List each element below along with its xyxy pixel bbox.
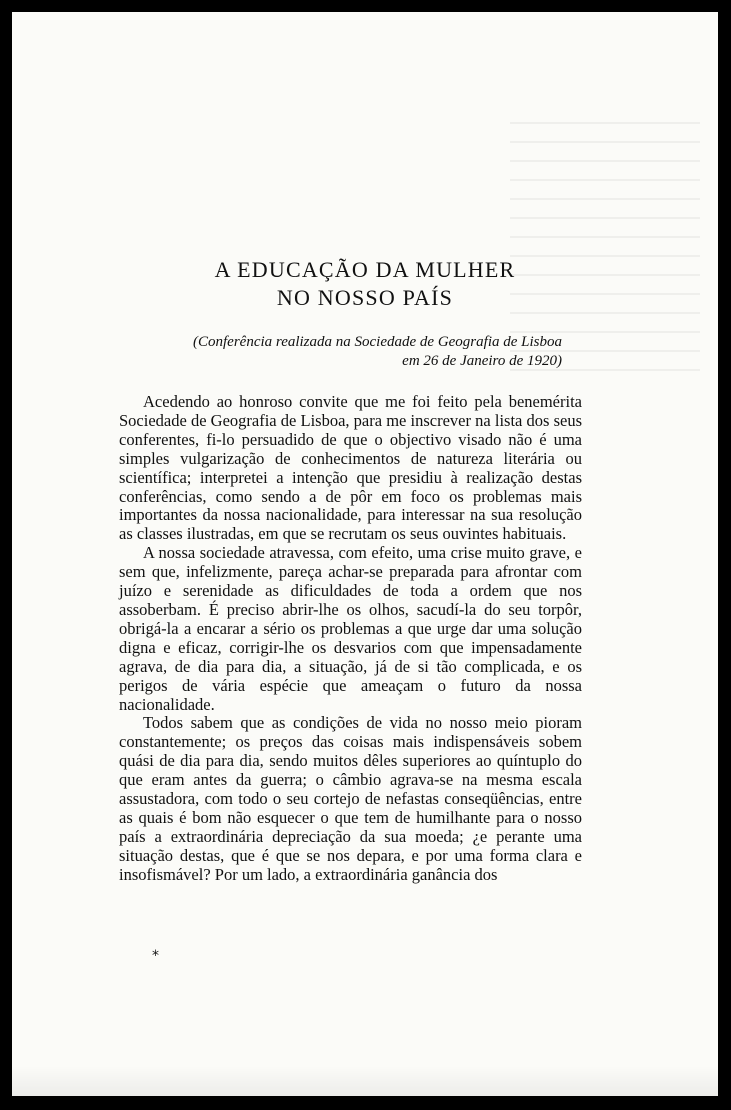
page-shadow bbox=[12, 1066, 718, 1096]
title-line-2: NO NOSSO PAÍS bbox=[276, 285, 454, 310]
footnote-mark: * bbox=[152, 948, 159, 964]
subtitle-line-2: em 26 de Janeiro de 1920) bbox=[402, 353, 562, 369]
paragraph-1: Acedendo ao honroso convite que me foi feito pela benemérita Sociedade de Geografia de Lisboa, para me inscrever na lista dos seus conferentes, fi-lo persuadido de que o objectivo visado não é uma simples vulgarização de conhecimentos de natureza literária ou scientífica; interpretei a intenção que presidiu à realização destas conferências, como sendo a de pôr em foco os problemas mais importantes da nossa nacionalidade, para interessar na sua resolução as classes ilustradas, em que se recrutam os seus ouvintes habituais. bbox=[119, 392, 582, 544]
subtitle-line-1: (Conferência realizada na Sociedade de Geografia de Lisboa bbox=[193, 334, 562, 350]
document-page bbox=[12, 12, 718, 1096]
paragraph-3: Todos sabem que as condições de vida no nosso meio pioram constantemente; os preços das coisas mais indispensáveis sobem quási de dia para dia, sendo muitos dêles superiores ao quíntuplo do que eram antes da guerra; o câmbio agrava-se na mesma escala assustadora, com todo o seu cortejo de nefastas conseqüências, entre as quais é bom não esquecer o que tem de humilhante para o nosso país a extraordinária depreciação da sua moeda; ¿e perante uma situação destas, que é que se nos depara, e por uma forma clara e insofismável? Por um lado, a extraordinária ganância dos bbox=[119, 713, 582, 884]
body-text bbox=[119, 393, 582, 885]
paragraph-2: A nossa sociedade atravessa, com efeito, uma crise muito grave, e sem que, infelizmente, pareça achar-se preparada para afrontar com juízo e serenidade as dificuldades de toda a ordem que nos assoberbam. É preciso abrir-lhe os olhos, sacudí-la do seu torpôr, obrigá-la a encarar a sério os problemas a que urge dar uma solução digna e eficaz, corrigir-lhe os desvarios com que impensadamente agrava, de dia para dia, a situação, já de si tão complicada, e os perigos de vária espécie que ameaçam o futuro da nossa nacionalidade. bbox=[119, 543, 582, 714]
title-line-1: A EDUCAÇÃO DA MULHER bbox=[214, 257, 516, 282]
